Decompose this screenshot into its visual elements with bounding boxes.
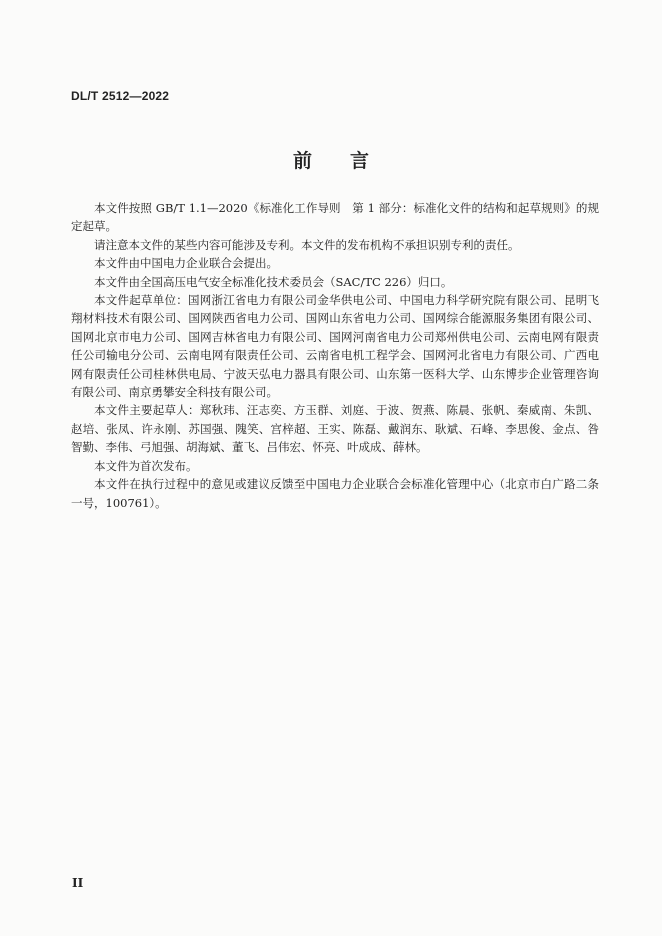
page-title: 前 言: [292, 150, 369, 172]
paragraph: 本文件为首次发布。: [94, 458, 198, 473]
paragraph: 本文件按照 GB/T 1.1—2020《标准化工作导则 第 1 部分：标准化文件的结构和起草规则》的规定起草。: [71, 201, 599, 234]
paragraph: 请注意本文件的某些内容可能涉及专利。本文件的发布机构不承担识别专利的责任。: [94, 237, 520, 252]
document-code: DL/T 2512—2022: [71, 89, 170, 103]
paragraph: 本文件主要起草人：郑秋玮、汪志奕、方玉群、刘庭、于波、贺燕、陈晨、张帆、秦威南、朱凯、赵培、张凤、许永刚、苏国强、隗笑、宫梓超、王实、陈磊、戴润东、耿斌、石峰、李思俊、金点、咎智勤、李伟、弓旭强、胡海斌、董飞、吕伟宏、怀亮、叶成成、薛林。: [71, 403, 599, 455]
page-number: II: [72, 876, 84, 890]
paragraph: 本文件由全国高压电气安全标准化技术委员会（SAC/TC 226）归口。: [94, 274, 453, 289]
paragraph: 本文件由中国电力企业联合会提出。: [94, 256, 278, 271]
paragraph: 本文件在执行过程中的意见或建议反馈至中国电力企业联合会标准化管理中心（北京市白广路二条一号，100761）。: [71, 477, 599, 510]
paragraph: 本文件起草单位：国网浙江省电力有限公司金华供电公司、中国电力科学研究院有限公司、昆明飞翔材料技术有限公司、国网陕西省电力公司、国网山东省电力公司、国网综合能源服务集团有限公司、国网北京市电力公司、国网吉林省电力有限公司、国网河南省电力公司郑州供电公司、云南电网有限责任公司输电分公司、云南电网有限责任公司、云南省电机工程学会、国网河北省电力有限公司、广西电网有限责任公司桂林供电局、宁波天弘电力器具有限公司、山东第一医科大学、山东博步企业管理咨询有限公司、南京勇攀安全科技有限公司。: [71, 293, 599, 400]
foreword-body: [71, 199, 599, 512]
